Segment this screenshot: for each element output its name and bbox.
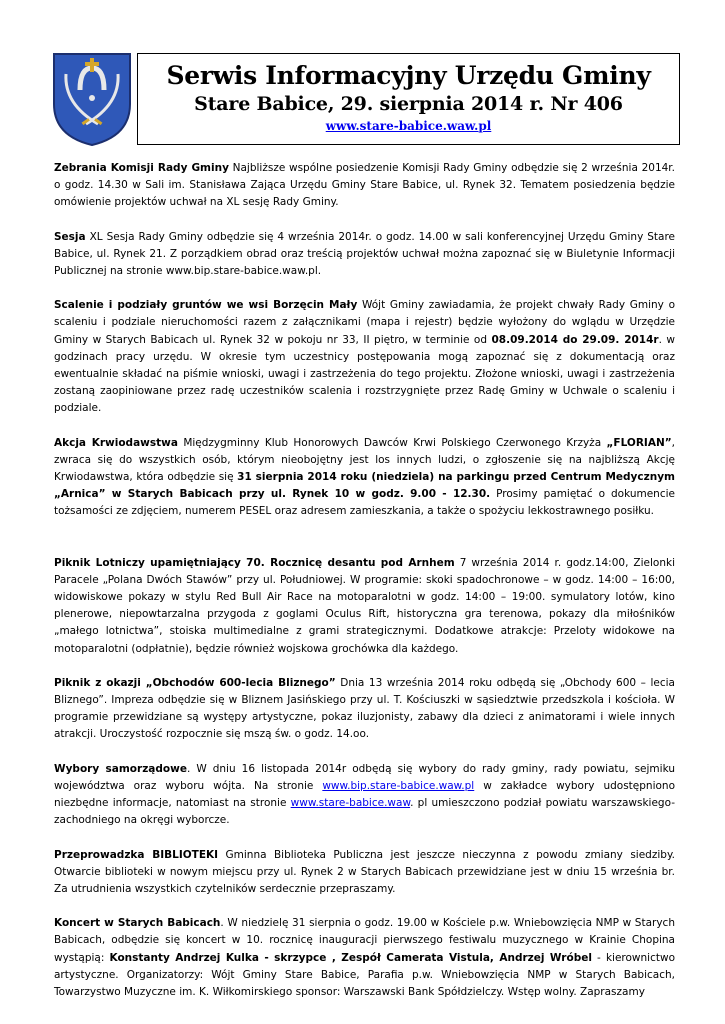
news-item-heading: Sesja — [54, 230, 86, 243]
coat-of-arms-logo — [52, 52, 132, 147]
news-item-text: Gminna Biblioteka Publiczna jest jeszcze nieczynna z powodu zmiany siedziby. Otwarcie biblioteki w nowym miejscu przy ul. Rynek 2 w Starych Babicach przewidziane jest w dniu 15 września br. Za utrudnienia wszystkich czytelników serdecznie przepraszamy. — [54, 848, 675, 895]
news-item-text: . pl umieszczono podział powiatu warszawskiego-zachodniego na okręgi wyborcze. — [54, 797, 675, 827]
news-item-heading: Akcja Krwiodawstwa — [54, 436, 178, 449]
news-item-text: . W dniu 16 listopada 2014r odbędą się wybory do rady gminy, rady powiatu, sejmiku województwa oraz wyboru wójta. Na stronie — [54, 762, 675, 792]
news-item-emphasis: „FLORIAN” — [606, 436, 672, 449]
gmina-site-link[interactable]: www.stare-babice.waw — [290, 797, 411, 810]
news-item-text: Prosimy pamiętać o dokumencie tożsamości ze zdjęciem, numerem PESEL oraz adresem zamieszkania, a także o spożyciu lekkostrawnego posiłku. — [54, 488, 675, 518]
news-item-text: XL Sesja Rady Gminy odbędzie się 4 września 2014r. o godz. 14.00 w sali konferencyjnej Urzędu Gminy Stare Babice, ul. Rynek 21. Z porządkiem obrad oraz treścią projektów uchwał można zapoznać się w Biuletynie Informacji Publicznej na stronie www.bip.stare-babice.waw.pl. — [54, 230, 675, 278]
news-item-text: Najbliższe wspólne posiedzenie Komisji Rady Gminy odbędzie się 2 września 2014r. o godz. 14.30 w Sali im. Stanisława Zająca Urzędu Gminy Stare Babice, ul. Rynek 32. Tematem posiedzenia będzie omówienie projektów uchwał na XL sesję Rady Gminy. — [54, 162, 675, 209]
news-item-heading: Scalenie i podziały gruntów we wsi Borzęcin Mały — [54, 299, 358, 312]
news-item-text: . W niedzielę 31 sierpnia o godz. 19.00 w Kościele p.w. Wniebowzięcia NMP w Starych Babicach, odbędzie się koncert w 10. rocznicę inauguracji pierwszego festiwalu muzycznego w Krainie Chopina wystąpią: — [54, 917, 675, 964]
header-box — [137, 53, 680, 145]
news-item-text: Dnia 13 września 2014 roku odbędą się „Obchody 600 – lecia Bliznego”. Impreza odbędzie się w Bliznem Jasińskiego przy ul. T. Kościuszki w sąsiedztwie przedszkola i kościoła. W programie przewidziane są występy artystyczne, pokaz iluzjonisty, zabawy dla dzieci z animatorami i wiele innych atrakcji. Uroczystość rozpocznie się mszą św. o godz. 14.oo. — [54, 676, 675, 741]
bip-link[interactable]: www.bip.stare-babice.waw.pl — [322, 779, 475, 792]
news-item-library — [54, 847, 675, 899]
news-item-text: - kierownictwo artystyczne. Organizatorzy: Wójt Gminy Stare Babice, Parafia p.w. Wniebowzięcia NMP w Starych Babicach, Towarzystwo Muzyczne im. K. Wiłkomirskiego sponsor: Warszawski Bank Spółdzielczy. Wstęp wolny. Zapraszamy — [54, 951, 675, 998]
news-item-heading: Zebrania Komisji Rady Gminy — [54, 162, 229, 174]
news-item-heading: Piknik z okazji „Obchodów 600-lecia Bliznego” — [54, 676, 336, 689]
news-item-elections — [54, 761, 675, 830]
news-item-blizne-picnic — [54, 675, 675, 744]
website-line — [138, 118, 679, 134]
news-item-text: w zakładce wybory udostępniono niezbędne informacje, natomiast na stronie — [54, 779, 675, 810]
news-item-text: , zwraca się do wszystkich osób, którym nieobojętny jest los innych ludzi, o zgłoszenie się na najbliższą Akcję Krwiodawstwa, która odbędzie się — [54, 436, 675, 484]
news-item-blood-donation — [54, 435, 675, 521]
news-item-land-consolidation — [54, 297, 675, 417]
news-item-heading: Przeprowadzka BIBLIOTEKI — [54, 848, 219, 861]
news-item-heading: Wybory samorządowe — [54, 762, 187, 775]
news-item-emphasis: Konstanty Andrzej Kulka - skrzypce , Zespół Camerata Vistula, Andrzej Wróbel — [109, 951, 592, 964]
news-item-text: Międzygminny Klub Honorowych Dawców Krwi Polskiego Czerwonego Krzyża — [177, 436, 607, 449]
news-item-concert — [54, 915, 675, 1001]
news-content — [54, 160, 675, 1001]
news-item-air-picnic — [54, 555, 675, 658]
website-link[interactable]: www.stare-babice.waw.pl — [325, 119, 492, 133]
news-item-text: 7 września 2014 r. godz.14:00, Zielonki Paracele „Polana Dwóch Stawów” przy ul. Południowej. W programie: skoki spadochronowe – w godz. 14:00 – 16:00, widowiskowe pokazy w stylu Red Bull Air Race na motoparalotni w godz. 14:00 – 19:00. symulatory lotów, kino plenerowe, niepowtarzalna przygoda z goglami Oculus Rift, historyczna gra terenowa, pokazy dla miłośników „małego lotnictwa”, stoiska multimedialne z grami strategicznymi. Dodatkowe atrakcje: Przeloty widokowe na motoparalotni (odpłatnie), będzie również wojskowa grochówka dla każdego. — [54, 556, 675, 655]
news-item-heading: Koncert w Starych Babicach — [54, 917, 221, 930]
news-item-emphasis: 31 sierpnia 2014 roku (niedziela) na parkingu przed Centrum Medycznym „Arnica” w Starych Babicach przy ul. Rynek 10 w godz. 9.00 - 12.30. — [54, 471, 676, 501]
news-item-commission — [54, 160, 675, 212]
news-item-emphasis: 08.09.2014 do 29.09. 2014r — [491, 333, 659, 346]
news-item-text: Wójt Gminy zawiadamia, że projekt chwały Rady Gminy o scaleniu i podziale nieruchomości razem z załącznikami (mapa i rejestr) będzie wyłożony do wglądu w Urzędzie Gminy w Starych Babicach ul. Rynek 32 w pokoju nr 33, II piętro, w terminie od — [54, 299, 675, 346]
news-item-session — [54, 229, 675, 281]
cross-horizontal — [85, 62, 99, 66]
news-item-text: . w godzinach pracy urzędu. W okresie tym uczestnicy postępowania mogą zapoznać się z dokumentacją oraz ewentualnie składać na piśmie wnioski, uwagi i zastrzeżenia do tego projektu. Złożone wnioski, uwagi i zastrzeżenia zostaną zaopiniowane przez radę uczestników scalenia i rozstrzygnięte przez Radę Gminy w Uchwale o scaleniu i podziale. — [54, 333, 676, 415]
news-item-heading: Piknik Lotniczy upamiętniający 70. Rocznicę desantu pod Arnhem — [54, 556, 455, 569]
page-title: Serwis Informacyjny Urzędu Gminy — [166, 61, 651, 90]
issue-subtitle: Stare Babice, 29. sierpnia 2014 r. Nr 406 — [194, 93, 623, 115]
shield-center-mark — [89, 95, 95, 101]
